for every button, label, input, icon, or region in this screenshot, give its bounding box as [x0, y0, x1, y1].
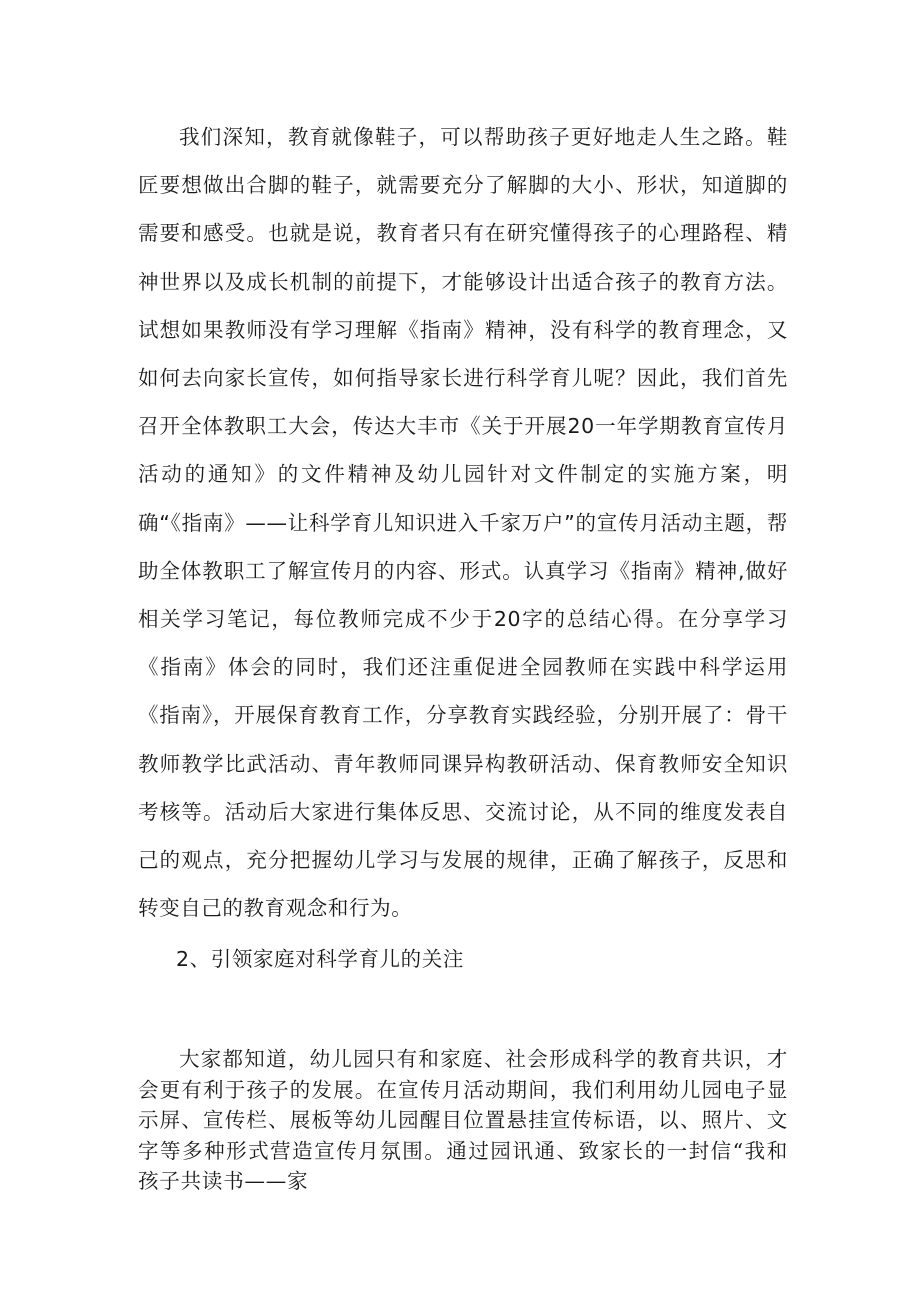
- body-paragraph-2: 大家都知道，幼儿园只有和家庭、社会形成科学的教育共识，才会更有利于孩子的发展。在宣传月活动期间，我们利用幼儿园电子显示屏、宣传栏、展板等幼儿园醒目位置悬挂宣传标语，以、照片、文字等多种形式营造宣传月氛围。通过园讯通、致家长的一封信“我和孩子共读书——家: [138, 1047, 788, 1193]
- body-paragraph-1: 我们深知，教育就像鞋子，可以帮助孩子更好地走人生之路。鞋匠要想做出合脚的鞋子，就需要充分了解脚的大小、形状，知道脚的需要和感受。也就是说，教育者只有在研究懂得孩子的心理路程、精神世界以及成长机制的前提下，才能够设计出适合孩子的教育方法。试想如果教师没有学习理解《指南》精神，没有科学的教育理念，又如何去向家长宣传，如何指导家长进行科学育儿呢？因此，我们首先召开全体教职工大会，传达大丰市《关于开展20一年学期教育宣传月活动的通知》的文件精神及幼儿园针对文件制定的实施方案，明确“《指南》——让科学育儿知识进入千家万户”的宣传月活动主题，帮助全体教职工了解宣传月的内容、形式。认真学习《指南》精神,做好相关学习笔记，每位教师完成不少于20字的总结心得。在分享学习《指南》体会的同时，我们还注重促进全园教师在实践中科学运用《指南》，开展保育教育工作，分享教育实践经验，分别开展了：骨干教师教学比武活动、青年教师同课异构教研活动、保育教师安全知识考核等。活动后大家进行集体反思、交流讨论，从不同的维度发表自己的观点，充分把握幼儿学习与发展的规律，正确了解孩子，反思和转变自己的教育观念和行为。: [138, 125, 788, 921]
- section-heading: 2、引领家庭对科学育儿的关注: [176, 947, 464, 971]
